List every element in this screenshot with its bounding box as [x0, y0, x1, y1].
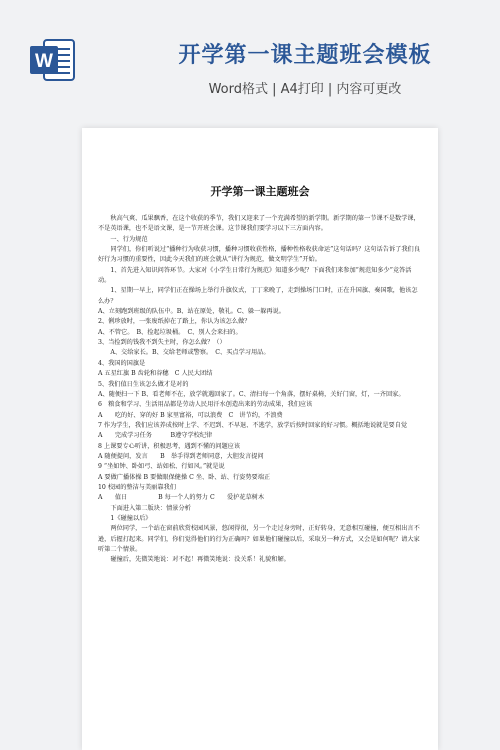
document-paragraph: A 值日 B 每一个人的努力 C 爱护花草树木: [98, 494, 265, 502]
page-title: 开学第一课主题班会模板: [178, 43, 432, 68]
document-paragraph: A 随便提问，发言 B 举手得到老师同意，大胆发言提问: [98, 452, 264, 460]
document-paragraph: 下面进入第二版块：情景分析: [110, 504, 191, 512]
document-paragraph: 两位同学，一个站在窗前欣赏校园风景，悠闲得很，另一个走过身旁时，正好转身，无意相互碰撞，便互相出言不逊，后握打起来。同学们，你们觉得他们的行为正确吗？如果他们碰撞以后，采取另一种方式，又会是如何呢？请大家听第二个情景。: [98, 525, 420, 553]
document-paragraph: A、交给家长。B、交给老师或警察。 C、买点学习用品。: [110, 349, 270, 357]
page-subtitle: Word格式 | A4打印 | 内容可更改: [208, 82, 402, 97]
document-paragraph: 一、行为规范: [110, 235, 148, 243]
logo-letter: W: [35, 51, 53, 72]
document-paragraph: 同学们，你们听说过“播种行为收获习惯，播种习惯收获性格，播种性格收获命运”这句话吗？这句话告诉了我们良好行为习惯的重要性，因此今天我们的班会就从“讲行为规范，做文明学生”开始。: [98, 246, 420, 264]
document-paragraph: 1《碰撞以后》: [110, 514, 152, 522]
document-paragraph: 4、我国的国旗是: [98, 359, 146, 367]
document-paragraph: A 完成学习任务 B遵守学校纪律: [98, 432, 213, 440]
document-paragraph: A、立刻跑到班级的队伍中。B、站在原处，敬礼。C、躲一躲再说。: [98, 308, 285, 316]
document-title: 开学第一课主题班会: [210, 185, 310, 198]
document-paragraph: A 五星红旗 B 齿轮和谷穗 C 人民大团结: [98, 370, 213, 378]
document-paragraph: 9 “坐如钟、卧如弓、站如松、行如风。”就是说: [98, 463, 225, 471]
document-paragraph: 7 作为学生，我们应该养成按时上学、不迟到、不早退、不逃学，放学后按时回家的好习惯。概括地说就是要自觉: [98, 421, 408, 429]
document-paragraph: 碰撞后，先微笑地说：对不起！再微笑地说：没关系！礼貌和解。: [110, 556, 290, 564]
document-body: [98, 214, 420, 566]
document-paragraph: 10 校园的整洁与美丽靠我们: [98, 483, 176, 491]
document-paragraph: A、随便扫一下 B、看老师不在，放学就遇回家了。C、清扫每一个角落，摆好桌椅，关好门窗，灯，一齐回家。: [98, 390, 405, 398]
document-paragraph: 1、首先进入知识问答环节。大家对《小学生日常行为规范》知道多少呢？下面我们来参加“规范知多少”竞答活动。: [98, 266, 412, 285]
document-paragraph: 3、当捡到的钱我不到失主时，你怎么做？（）: [98, 339, 226, 347]
document-paragraph: 1、星期一早上，同学们正在操场上举行升旗仪式，丁丁来晚了，走到操场门口时，正在升国旗、奏国歌，他该怎么办？: [98, 287, 418, 305]
document-paragraph: 秋高气爽、瓜果飘香，在这个收获的季节，我们又迎来了一个充满希望的新学期。新学期的第一节课不是数学课，不是英语课，也不是语文课，是一节开班会课。这节课我们要学习以下三方面内容。: [98, 215, 420, 233]
document-preview-page: [82, 128, 438, 750]
document-paragraph: 6 粮食和学习、生活用品都是劳动人民用汗水创造出来的劳动成果，我们应该: [98, 401, 313, 409]
document-paragraph: 2、俐珍放时，一张废纸掉在了路上，你认为该怎么做？: [98, 318, 251, 326]
document-paragraph: A 要做广播体操 B 要做眼保健操 C 坐、卧、站、行姿势要端正: [98, 473, 271, 481]
template-header: [0, 0, 500, 108]
document-paragraph: 5、我们值日生该怎么做才是对的: [98, 380, 189, 388]
document-paragraph: A、不管它。 B、捡起垃圾桶。 C、别人会来扫的。: [98, 328, 242, 336]
document-paragraph: A 吃的好、穿的好 B 家里富裕，可以浪费 C 讲节约，不浪费: [98, 411, 283, 419]
word-document-icon: [30, 38, 76, 82]
document-paragraph: 8 上课要专心听讲，积极思考，遇到不懂的问题应该: [98, 442, 241, 450]
